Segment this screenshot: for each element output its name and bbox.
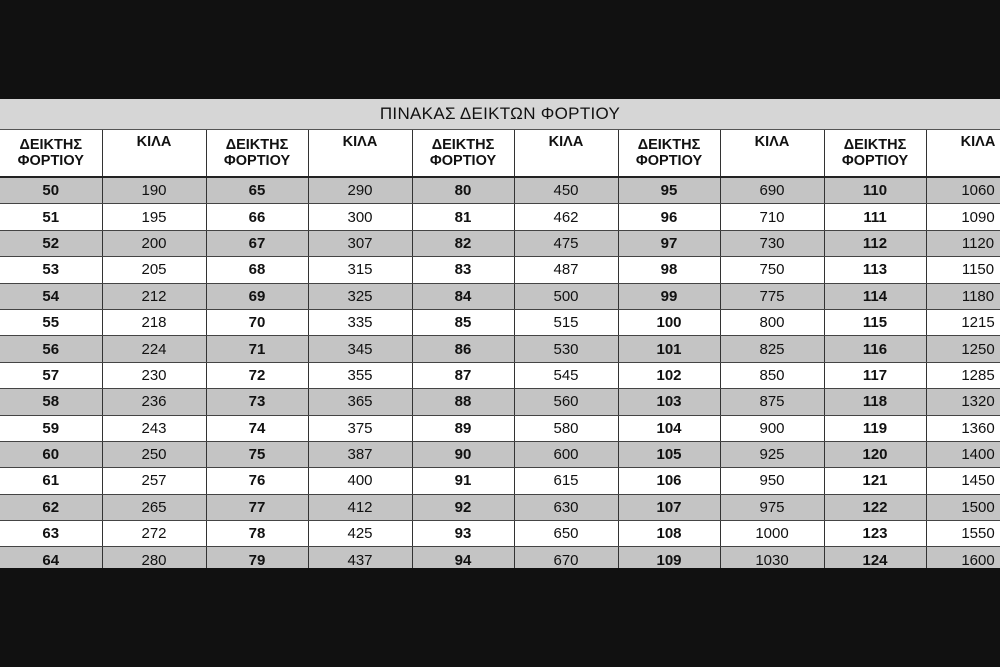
kg-cell: 265 [102,494,206,520]
table-row [0,336,1000,362]
kg-cell: 450 [514,177,618,204]
load-index-cell: 62 [0,494,102,520]
kg-cell: 243 [102,415,206,441]
kg-cell: 190 [102,177,206,204]
table-row [0,468,1000,494]
load-index-cell: 92 [412,494,514,520]
table-row [0,389,1000,415]
load-index-cell: 74 [206,415,308,441]
load-index-cell: 52 [0,230,102,256]
kg-cell: 236 [102,389,206,415]
load-index-cell: 79 [206,547,308,568]
kg-cell: 1450 [926,468,1000,494]
kg-cell: 1030 [720,547,824,568]
kg-cell: 580 [514,415,618,441]
load-index-cell: 116 [824,336,926,362]
kg-cell: 630 [514,494,618,520]
load-index-cell: 71 [206,336,308,362]
table-row [0,494,1000,520]
kg-cell: 1150 [926,257,1000,283]
load-index-cell: 124 [824,547,926,568]
kg-cell: 545 [514,362,618,388]
header-load-index-line1: ΔΕΙΚΤΗΣ [843,137,907,153]
kg-cell: 1180 [926,283,1000,309]
kg-cell: 1060 [926,177,1000,204]
kg-cell: 290 [308,177,412,204]
header-kg: ΚΙΛΑ [926,130,1000,177]
load-index-cell: 98 [618,257,720,283]
header-kg: ΚΙΛΑ [514,130,618,177]
kg-cell: 1000 [720,521,824,547]
kg-cell: 1600 [926,547,1000,568]
kg-cell: 205 [102,257,206,283]
load-index-cell: 102 [618,362,720,388]
kg-cell: 600 [514,441,618,467]
load-index-cell: 73 [206,389,308,415]
load-index-cell: 54 [0,283,102,309]
load-index-cell: 55 [0,309,102,335]
load-index-cell: 117 [824,362,926,388]
load-index-cell: 95 [618,177,720,204]
kg-cell: 250 [102,441,206,467]
load-index-cell: 66 [206,204,308,230]
kg-cell: 900 [720,415,824,441]
load-index-cell: 107 [618,494,720,520]
load-index-cell: 123 [824,521,926,547]
load-index-cell: 77 [206,494,308,520]
load-index-cell: 50 [0,177,102,204]
kg-cell: 1285 [926,362,1000,388]
load-index-cell: 65 [206,177,308,204]
load-index-cell: 90 [412,441,514,467]
load-index-cell: 76 [206,468,308,494]
table-row [0,309,1000,335]
load-index-cell: 121 [824,468,926,494]
kg-cell: 950 [720,468,824,494]
load-index-sheet [0,99,1000,568]
kg-cell: 475 [514,230,618,256]
load-index-cell: 69 [206,283,308,309]
kg-cell: 218 [102,309,206,335]
load-index-cell: 68 [206,257,308,283]
load-index-cell: 59 [0,415,102,441]
kg-cell: 487 [514,257,618,283]
kg-cell: 425 [308,521,412,547]
kg-cell: 224 [102,336,206,362]
kg-cell: 750 [720,257,824,283]
kg-cell: 500 [514,283,618,309]
load-index-cell: 85 [412,309,514,335]
header-load-index-line2: ΦΟΡΤΙΟΥ [841,153,909,169]
kg-cell: 335 [308,309,412,335]
load-index-cell: 88 [412,389,514,415]
kg-cell: 925 [720,441,824,467]
kg-cell: 775 [720,283,824,309]
kg-cell: 365 [308,389,412,415]
table-row [0,521,1000,547]
kg-cell: 325 [308,283,412,309]
header-load-index-line2: ΦΟΡΤΙΟΥ [635,153,703,169]
kg-cell: 650 [514,521,618,547]
header-load-index-line1: ΔΕΙΚΤΗΣ [19,137,83,153]
header-kg: ΚΙΛΑ [720,130,824,177]
kg-cell: 195 [102,204,206,230]
load-index-cell: 56 [0,336,102,362]
kg-cell: 1360 [926,415,1000,441]
kg-cell: 257 [102,468,206,494]
kg-cell: 272 [102,521,206,547]
header-load-index-line1: ΔΕΙΚΤΗΣ [637,137,701,153]
kg-cell: 307 [308,230,412,256]
load-index-cell: 82 [412,230,514,256]
table-header [0,130,1000,177]
kg-cell: 1215 [926,309,1000,335]
load-index-cell: 63 [0,521,102,547]
header-load-index [206,130,308,177]
kg-cell: 1250 [926,336,1000,362]
load-index-cell: 81 [412,204,514,230]
kg-cell: 375 [308,415,412,441]
load-index-cell: 114 [824,283,926,309]
header-load-index [0,130,102,177]
kg-cell: 975 [720,494,824,520]
load-index-cell: 72 [206,362,308,388]
kg-cell: 345 [308,336,412,362]
load-index-cell: 108 [618,521,720,547]
kg-cell: 355 [308,362,412,388]
header-load-index-line1: ΔΕΙΚΤΗΣ [225,137,289,153]
load-index-cell: 83 [412,257,514,283]
kg-cell: 515 [514,309,618,335]
kg-cell: 1120 [926,230,1000,256]
load-index-cell: 106 [618,468,720,494]
load-index-cell: 109 [618,547,720,568]
load-index-cell: 94 [412,547,514,568]
kg-cell: 690 [720,177,824,204]
kg-cell: 437 [308,547,412,568]
kg-cell: 560 [514,389,618,415]
header-load-index [618,130,720,177]
load-index-cell: 70 [206,309,308,335]
kg-cell: 400 [308,468,412,494]
header-kg: ΚΙΛΑ [308,130,412,177]
header-load-index [824,130,926,177]
load-index-cell: 119 [824,415,926,441]
load-index-cell: 122 [824,494,926,520]
load-index-cell: 96 [618,204,720,230]
table-row [0,177,1000,204]
load-index-cell: 115 [824,309,926,335]
header-load-index-line1: ΔΕΙΚΤΗΣ [431,137,495,153]
load-index-cell: 80 [412,177,514,204]
kg-cell: 212 [102,283,206,309]
kg-cell: 1090 [926,204,1000,230]
load-index-cell: 60 [0,441,102,467]
load-index-cell: 97 [618,230,720,256]
load-index-cell: 111 [824,204,926,230]
kg-cell: 387 [308,441,412,467]
header-row [0,130,1000,177]
table-row [0,415,1000,441]
table-row [0,362,1000,388]
table-row [0,204,1000,230]
header-load-index-line2: ΦΟΡΤΙΟΥ [17,153,84,169]
load-index-cell: 93 [412,521,514,547]
load-index-cell: 67 [206,230,308,256]
load-index-cell: 64 [0,547,102,568]
load-index-cell: 89 [412,415,514,441]
table-row [0,441,1000,467]
kg-cell: 670 [514,547,618,568]
table-row [0,230,1000,256]
load-index-cell: 112 [824,230,926,256]
load-index-table [0,130,1000,568]
load-index-cell: 103 [618,389,720,415]
kg-cell: 1400 [926,441,1000,467]
kg-cell: 1320 [926,389,1000,415]
kg-cell: 1500 [926,494,1000,520]
kg-cell: 412 [308,494,412,520]
load-index-cell: 91 [412,468,514,494]
load-index-cell: 75 [206,441,308,467]
load-index-cell: 118 [824,389,926,415]
load-index-cell: 105 [618,441,720,467]
table-title: ΠΙΝΑΚΑΣ ΔΕΙΚΤΩΝ ΦΟΡΤΙΟΥ [0,99,1000,130]
table-row [0,283,1000,309]
kg-cell: 280 [102,547,206,568]
load-index-cell: 100 [618,309,720,335]
load-index-cell: 104 [618,415,720,441]
load-index-cell: 61 [0,468,102,494]
kg-cell: 615 [514,468,618,494]
kg-cell: 730 [720,230,824,256]
load-index-cell: 57 [0,362,102,388]
kg-cell: 875 [720,389,824,415]
table-body [0,177,1000,568]
header-kg: ΚΙΛΑ [102,130,206,177]
load-index-cell: 110 [824,177,926,204]
kg-cell: 530 [514,336,618,362]
load-index-cell: 101 [618,336,720,362]
kg-cell: 200 [102,230,206,256]
load-index-cell: 86 [412,336,514,362]
header-load-index-line2: ΦΟΡΤΙΟΥ [223,153,291,169]
load-index-cell: 120 [824,441,926,467]
load-index-cell: 78 [206,521,308,547]
header-load-index [412,130,514,177]
load-index-cell: 58 [0,389,102,415]
kg-cell: 300 [308,204,412,230]
kg-cell: 850 [720,362,824,388]
load-index-cell: 99 [618,283,720,309]
table-row [0,547,1000,568]
load-index-cell: 51 [0,204,102,230]
kg-cell: 710 [720,204,824,230]
kg-cell: 1550 [926,521,1000,547]
kg-cell: 462 [514,204,618,230]
load-index-cell: 53 [0,257,102,283]
table-row [0,257,1000,283]
load-index-cell: 84 [412,283,514,309]
header-load-index-line2: ΦΟΡΤΙΟΥ [429,153,497,169]
kg-cell: 800 [720,309,824,335]
load-index-cell: 113 [824,257,926,283]
kg-cell: 825 [720,336,824,362]
load-index-cell: 87 [412,362,514,388]
kg-cell: 230 [102,362,206,388]
kg-cell: 315 [308,257,412,283]
